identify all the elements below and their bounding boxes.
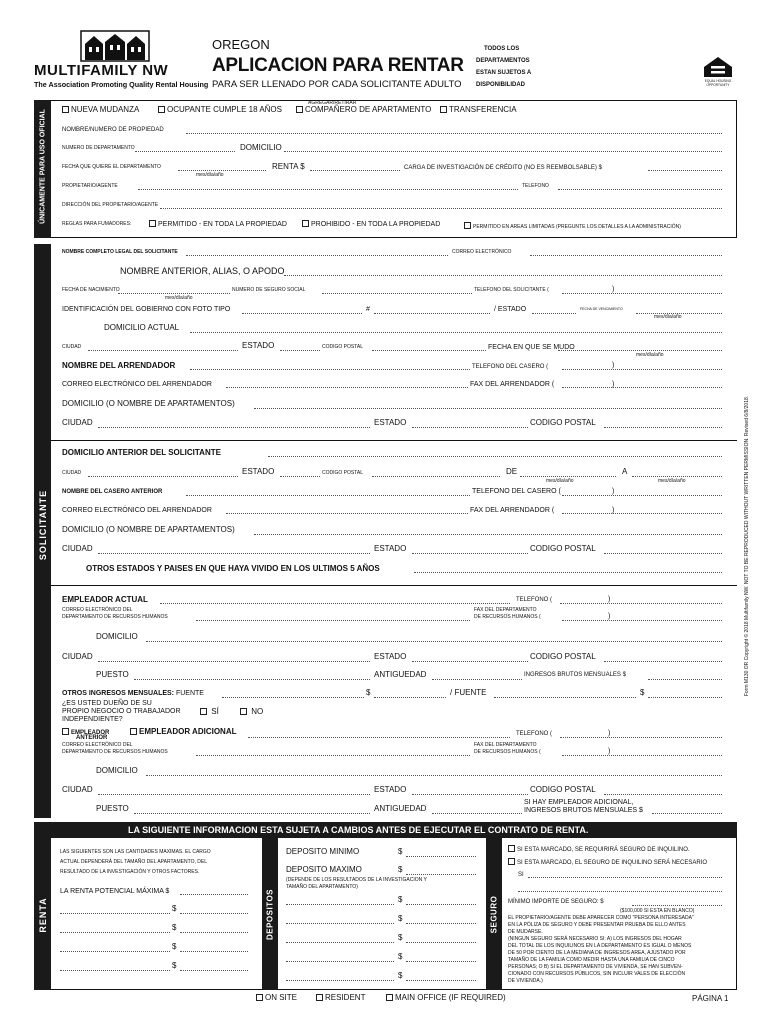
renta-item-field-4[interactable] bbox=[60, 970, 170, 971]
checkbox[interactable] bbox=[316, 994, 323, 1001]
propiedad-field[interactable] bbox=[186, 133, 722, 134]
a-field[interactable] bbox=[632, 476, 722, 477]
otros-dollar2-label: $ bbox=[640, 688, 645, 697]
nacimiento-hint: mes/día/año bbox=[165, 295, 193, 301]
emp-ciudad-field[interactable] bbox=[98, 661, 370, 662]
prohibido-option[interactable] bbox=[302, 220, 440, 228]
fecha-mudo-hint: mes/día/año bbox=[636, 352, 664, 358]
cp2-field[interactable] bbox=[604, 427, 722, 428]
main-office-option[interactable] bbox=[386, 994, 506, 1002]
emp2-puesto-label: PUESTO bbox=[96, 804, 129, 813]
otros-fuente-field[interactable] bbox=[222, 697, 364, 698]
arrendador-field[interactable] bbox=[190, 369, 470, 370]
seguro-body-line: CIONADO CON RECURSOS PÚBLICOS, SIN INCLUIR VALES DE ELECCIÓN bbox=[508, 971, 686, 977]
checkbox[interactable] bbox=[508, 845, 515, 852]
ciudad4-label: CIUDAD bbox=[62, 544, 93, 553]
emp-puesto-field[interactable] bbox=[134, 679, 370, 680]
vencimiento-label: FECHA DE VENCIMIENTO bbox=[580, 307, 623, 311]
emp-anterior-label-2: ANTERIOR bbox=[76, 735, 108, 741]
seguro-requerido-option[interactable] bbox=[508, 845, 690, 853]
renta-item-amount-4[interactable] bbox=[180, 970, 248, 971]
otros-ingresos-row bbox=[62, 690, 204, 697]
renta-maxima-field[interactable] bbox=[180, 894, 248, 895]
cp2-label: CODIGO POSTAL bbox=[530, 418, 596, 427]
fax-rh-label-2: DE RECURSOS HUMANOS ( bbox=[474, 614, 541, 620]
seguro-si-field[interactable] bbox=[528, 877, 722, 878]
dueno-label-2: PROPIO NEGOCIO O TRABAJADOR bbox=[62, 708, 181, 715]
domicilio-actual-field[interactable] bbox=[190, 332, 722, 333]
codigo-postal-label: CODIGO POSTAL bbox=[322, 344, 364, 350]
option-label: TRANSFERENCIA bbox=[449, 105, 517, 114]
cp3-field[interactable] bbox=[372, 476, 500, 477]
id-num-label: # bbox=[366, 306, 370, 313]
seguro-social-field[interactable] bbox=[322, 293, 472, 294]
a-label: A bbox=[622, 467, 628, 476]
seguro-body-line: PERSONAS; O B) SI EL DEPARTAMENTO DE VIVIENDA, SE HAN SUBVEN- bbox=[508, 964, 683, 970]
emp2-telefono-field[interactable] bbox=[560, 737, 722, 738]
emp-telefono-field[interactable] bbox=[560, 603, 722, 604]
tel-casero2-field[interactable] bbox=[562, 495, 722, 496]
emp-ciudad-label: CIUDAD bbox=[62, 652, 93, 661]
nombre-anterior-label: NOMBRE ANTERIOR, ALIAS, O APODO bbox=[120, 266, 285, 276]
fuente2-field[interactable] bbox=[494, 697, 636, 698]
propietario-field[interactable] bbox=[138, 189, 518, 190]
page-number: PÁGINA 1 bbox=[692, 994, 729, 1003]
fecha-mudo-field[interactable] bbox=[558, 350, 722, 351]
vencimiento-hint: mes/día/año bbox=[654, 314, 682, 320]
cp4-label: CODIGO POSTAL bbox=[530, 544, 596, 553]
checkbox[interactable] bbox=[130, 728, 137, 735]
de-hint: mes/día/año bbox=[546, 478, 574, 484]
fax-rh2-label-2: DE RECURSOS HUMANOS ( bbox=[474, 749, 541, 755]
casero-anterior-field[interactable] bbox=[186, 495, 470, 496]
dueno-label-3: INDEPENDIENTE? bbox=[62, 716, 123, 723]
option-label: PROHIBIDO - EN TODA LA PROPIEDAD bbox=[311, 221, 441, 228]
agregar-label: AGREGAR/RETIRAR bbox=[308, 100, 357, 106]
fax-arr-paren: ) bbox=[612, 381, 615, 388]
renta-item-dollar-4: $ bbox=[172, 961, 177, 970]
renta-item-field-3[interactable] bbox=[60, 951, 170, 952]
adicional-ingresos-field[interactable] bbox=[652, 813, 722, 814]
renta-intro-1: LAS SIGUIENTES SON LAS CANTIDADES MAXIMAS. EL CARGO bbox=[60, 849, 211, 855]
otros-dollar-label: $ bbox=[366, 688, 371, 697]
fax-rh-field[interactable] bbox=[562, 620, 722, 621]
dep-note-2: TAMAÑO DEL APARTAMENTO) bbox=[286, 884, 358, 890]
resident-option[interactable] bbox=[316, 994, 365, 1002]
checkbox[interactable] bbox=[256, 994, 263, 1001]
ciudad2-field[interactable] bbox=[98, 427, 370, 428]
domicilio-field[interactable] bbox=[284, 151, 722, 152]
checkbox[interactable] bbox=[508, 858, 515, 865]
propiedad-label: NOMBRE/NUMERO DE PROPIEDAD bbox=[62, 127, 164, 133]
seguro-blanco-note: ($100,000 SI ESTA EN BLANCO) bbox=[620, 908, 695, 914]
propietario-label: PROPIETARIO/AGENTE bbox=[62, 183, 118, 189]
checkbox[interactable] bbox=[62, 106, 69, 113]
dep-item-amount-4[interactable] bbox=[406, 961, 476, 962]
depositos-label: DEPOSITOS bbox=[265, 888, 275, 941]
emp-ingresos-field[interactable] bbox=[648, 679, 722, 680]
seguro-body-line: DE 50 POR CIENTO DE LA MEDIANA DE INGRESOS AREA, AJUSTADO POR bbox=[508, 950, 686, 956]
fax-arr-label: FAX DEL ARRENDADOR ( bbox=[470, 381, 555, 388]
brand-tagline: The Association Promoting Quality Rental Housing bbox=[34, 80, 209, 89]
seguro-minimo-label: MÍNIMO IMPORTE DE SEGURO: $ bbox=[508, 899, 604, 905]
nacimiento-label: FECHA DE NACIMIENTO bbox=[62, 287, 120, 293]
renta-item-field-1[interactable] bbox=[60, 913, 170, 914]
dep-item-dollar-1: $ bbox=[398, 895, 403, 904]
companero-option[interactable] bbox=[296, 106, 431, 114]
tel-casero2-label: TELEFONO DEL CASERO ( bbox=[472, 488, 561, 495]
otros-ingresos-label: OTROS INGRESOS MENSUALES: bbox=[62, 690, 175, 697]
num-depto-label: NUMERO DE DEPARTAMENTO bbox=[62, 145, 135, 151]
renta-item-dollar-1: $ bbox=[172, 904, 177, 913]
direccion-label: DIRECCIÓN DEL PROPIETARIO/AGENTE bbox=[62, 202, 159, 208]
checkbox[interactable] bbox=[149, 220, 156, 227]
logo-buildings-icon bbox=[80, 30, 150, 62]
cp3-label: CODIGO POSTAL bbox=[322, 470, 364, 476]
ciudad3-label: CIUDAD bbox=[62, 470, 82, 476]
dep-item-dollar-2: $ bbox=[398, 914, 403, 923]
fuente2-label: / FUENTE bbox=[450, 688, 487, 697]
carga-label: CARGA DE INVESTIGACIÓN DE CRÉDITO (NO ES REEMBOLSABLE) $ bbox=[404, 165, 602, 171]
nacimiento-field[interactable] bbox=[118, 293, 230, 294]
option-label: SI ESTA MARCADO, EL SEGURO DE INQUILINO SERÁ NECESARIO bbox=[517, 860, 708, 866]
seguro-label: SEGURO bbox=[489, 895, 499, 934]
correo-rh-field[interactable] bbox=[196, 620, 470, 621]
estado-field[interactable] bbox=[280, 350, 320, 351]
dep-item-field-3[interactable] bbox=[286, 942, 394, 943]
fax-rh2-paren: ) bbox=[608, 748, 611, 755]
copyright-notice: Form M130 OR Copyright © 2018 Multifamily NW. NOT TO BE REPRODUCED WITHOUT WRITTEN PERMISSION. Revised 6/8/2018. bbox=[744, 395, 750, 697]
id-estado-field[interactable] bbox=[532, 313, 576, 314]
emp2-cp-field[interactable] bbox=[604, 794, 722, 795]
correo-arr-label: CORREO ELECTRÓNICO DEL ARRENDADOR bbox=[62, 381, 212, 388]
option-label: SÍ bbox=[211, 707, 219, 716]
correo-arr2-label: CORREO ELECTRÓNICO DEL ARRENDADOR bbox=[62, 507, 212, 514]
emp2-antiguedad-label: ANTIGUEDAD bbox=[374, 804, 427, 813]
dep-min-field[interactable] bbox=[406, 856, 476, 857]
num-depto-field[interactable] bbox=[135, 151, 235, 152]
emp-estado-label: ESTADO bbox=[374, 652, 407, 661]
fecha-quiere-field[interactable] bbox=[178, 170, 266, 171]
ciudad4-field[interactable] bbox=[98, 553, 370, 554]
renta-intro-3: RESULTADO DE LA INVESTIGACIÓN Y OTROS FACTORES. bbox=[60, 869, 200, 875]
dep-max-dollar: $ bbox=[398, 865, 403, 874]
seguro-si-field-2[interactable] bbox=[518, 891, 722, 892]
seguro-body-line: (NINGUN SEGURO SERÁ NECESARIO SI: A) LOS INGRESOS DEL HOGAR bbox=[508, 936, 682, 942]
brand-name: MULTIFAMILY NW bbox=[34, 62, 169, 79]
availability-note-4: DISPONIBILIDAD bbox=[476, 82, 526, 88]
tel-solicitante-label: TELEFONO DEL SOLICITANTE ( bbox=[474, 287, 549, 293]
seguro-body-line: DE MUDARSE. bbox=[508, 929, 543, 935]
checkbox[interactable] bbox=[158, 106, 165, 113]
dep-item-amount-3[interactable] bbox=[406, 942, 476, 943]
de-field[interactable] bbox=[520, 476, 616, 477]
correo-arr-field[interactable] bbox=[226, 387, 468, 388]
id-gob-field[interactable] bbox=[242, 313, 362, 314]
availability-note-1: TODOS LOS bbox=[484, 46, 520, 52]
seguro-body-line: DEL TOTAL DE LOS INQUILINOS EN LA DEPARTAMENTO ES IGUAL O MENOS bbox=[508, 943, 692, 949]
estado4-label: ESTADO bbox=[374, 544, 407, 553]
emp-puesto-label: PUESTO bbox=[96, 670, 129, 679]
option-label: EMPLEADOR ADICIONAL bbox=[139, 727, 237, 736]
page-title: APLICACION PARA RENTAR bbox=[212, 55, 464, 76]
nombre-anterior-field[interactable] bbox=[284, 275, 722, 276]
fecha-quiere-label: FECHA QUE QUIERE EL DEPARTAMENTO bbox=[62, 164, 161, 170]
otros-monto2-field[interactable] bbox=[648, 697, 722, 698]
dep-item-dollar-5: $ bbox=[398, 971, 403, 980]
fax-rh2-label-1: FAX DEL DEPARTAMENTO bbox=[474, 742, 537, 748]
id-gob-label: IDENTIFICACIÓN DEL GOBIERNO CON FOTO TIPO bbox=[62, 306, 231, 313]
emp2-puesto-field[interactable] bbox=[134, 813, 370, 814]
seguro-body-line: TAMAÑO DE LA FAMILIA COMO MEDIR HASTA UNA FAMILIA DE CINCO bbox=[508, 957, 675, 963]
dom-anterior-label: DOMICILIO ANTERIOR DEL SOLICITANTE bbox=[62, 448, 221, 457]
solicitante-label: SOLICITANTE bbox=[38, 489, 48, 561]
otros-estados-field[interactable] bbox=[414, 572, 722, 573]
renta-item-amount-3[interactable] bbox=[180, 951, 248, 952]
renta-item-dollar-3: $ bbox=[172, 942, 177, 951]
correo-rh-label-1: CORREO ELECTRÓNICO DEL bbox=[62, 607, 133, 613]
fax-arr2-field[interactable] bbox=[562, 513, 722, 514]
estado2-label: ESTADO bbox=[374, 418, 407, 427]
nombre-legal-label: NOMBRE COMPLETO LEGAL DEL SOLICITANTE bbox=[62, 249, 178, 255]
fax-rh-paren: ) bbox=[608, 613, 611, 620]
adicional-ingresos-label-2: INGRESOS BRUTOS MENSUALES $ bbox=[524, 807, 643, 814]
official-use-label: ÚNICAMENTE PARA USO OFICIAL bbox=[39, 109, 47, 224]
emp-cp-field[interactable] bbox=[604, 661, 722, 662]
availability-note-3: ESTAN SUJETOS A bbox=[476, 70, 532, 76]
emp2-ciudad-label: CIUDAD bbox=[62, 785, 93, 794]
dueno-si-option[interactable] bbox=[200, 708, 219, 716]
dep-item-field-1[interactable] bbox=[286, 904, 394, 905]
option-label: ON SITE bbox=[265, 993, 298, 1002]
arrendador-label: NOMBRE DEL ARRENDADOR bbox=[62, 361, 176, 370]
option-label: COMPAÑERO DE APARTAMENTO bbox=[305, 105, 432, 114]
permitido-option[interactable] bbox=[149, 220, 287, 228]
correo-rh2-field[interactable] bbox=[196, 755, 470, 756]
emp-domicilio-label: DOMICILIO bbox=[96, 632, 138, 641]
dep-item-field-5[interactable] bbox=[286, 980, 394, 981]
renta-item-field-2[interactable] bbox=[60, 932, 170, 933]
correo-arr2-field[interactable] bbox=[226, 513, 468, 514]
option-label: PERMITIDO EN AREAS LIMITADAS (PREGUNTE LOS DETALLES A LA ADMINISTRACIÓN) bbox=[473, 224, 681, 230]
dep-item-field-4[interactable] bbox=[286, 961, 394, 962]
renta-label: RENTA bbox=[38, 897, 48, 933]
nueva-mudanza-option[interactable] bbox=[62, 106, 139, 114]
renta-intro-2: ACTUAL DEPENDERÁ DEL TAMAÑO DEL APARTAMENTO, DEL bbox=[60, 859, 207, 865]
renta-item-amount-1[interactable] bbox=[180, 913, 248, 914]
option-label: NO bbox=[251, 707, 264, 716]
dep-max-field[interactable] bbox=[406, 874, 476, 875]
cp4-field[interactable] bbox=[604, 553, 722, 554]
emp2-cp-label: CODIGO POSTAL bbox=[530, 785, 596, 794]
onsite-option[interactable] bbox=[256, 994, 297, 1002]
dep-item-amount-2[interactable] bbox=[406, 923, 476, 924]
seguro-body-line: DE VIVIENDA.) bbox=[508, 978, 543, 984]
tel-close-paren: ) bbox=[612, 286, 615, 293]
emp2-estado-field[interactable] bbox=[412, 794, 528, 795]
domicilio-label: DOMICILIO bbox=[240, 143, 282, 152]
id-estado-label: / ESTADO bbox=[494, 306, 527, 313]
a-hint: mes/día/año bbox=[658, 478, 686, 484]
emp2-antiguedad-field[interactable] bbox=[432, 813, 522, 814]
dep-item-amount-5[interactable] bbox=[406, 980, 476, 981]
correo-rh-label-2: DEPARTAMENTO DE RECURSOS HUMANOS bbox=[62, 614, 168, 620]
fax-rh2-field[interactable] bbox=[562, 755, 722, 756]
dep-note-1: (DEPENDE DE LOS RESULTADOS DE LA INVESTIGACION Y bbox=[286, 877, 427, 883]
emp2-telefono-paren: ) bbox=[608, 730, 611, 737]
checkbox[interactable] bbox=[302, 220, 309, 227]
ciudad2-label: CIUDAD bbox=[62, 418, 93, 427]
renta-item-dollar-2: $ bbox=[172, 923, 177, 932]
tel-casero2-paren: ) bbox=[612, 488, 615, 495]
fecha-quiere-hint: mes/día/año bbox=[196, 172, 224, 178]
emp2-ciudad-field[interactable] bbox=[98, 794, 370, 795]
state-label: OREGON bbox=[212, 37, 270, 52]
emp-cp-label: CODIGO POSTAL bbox=[530, 652, 596, 661]
availability-note-2: DEPARTAMENTOS bbox=[476, 58, 530, 64]
option-label: RESIDENT bbox=[325, 993, 366, 1002]
reglas-label: REGLAS PARA FUMADORES: bbox=[62, 221, 132, 227]
ciudad-label: CIUDAD bbox=[62, 344, 82, 350]
fax-rh-label-1: FAX DEL DEPARTAMENTO bbox=[474, 607, 537, 613]
casero-anterior-label: NOMBRE DEL CASERO ANTERIOR bbox=[62, 489, 163, 495]
logo bbox=[80, 30, 150, 62]
correo-field[interactable] bbox=[530, 255, 722, 256]
dep-max-label: DEPOSITO MAXIMO bbox=[286, 865, 362, 874]
tel-casero-field[interactable] bbox=[562, 369, 722, 370]
otros-estados-label: OTROS ESTADOS Y PAISES EN QUE HAYA VIVIDO EN LOS ULTIMOS 5 AÑOS bbox=[86, 564, 380, 573]
correo-rh2-label-1: CORREO ELECTRÓNICO DEL bbox=[62, 742, 133, 748]
domicilio-actual-label: DOMICILIO ACTUAL bbox=[104, 323, 180, 332]
emp2-domicilio-field[interactable] bbox=[146, 775, 722, 776]
limitadas-option[interactable] bbox=[464, 222, 681, 230]
tel-solicitante-field[interactable] bbox=[562, 293, 722, 294]
codigo-postal-field[interactable] bbox=[372, 350, 486, 351]
checkbox[interactable] bbox=[386, 994, 393, 1001]
dep-min-label: DEPOSITO MINIMO bbox=[286, 847, 360, 856]
renta-banner-text: LA SIGUIENTE INFORMACION ESTA SUJETA A CAMBIOS ANTES DE EJECUTAR EL CONTRATO DE RENTA. bbox=[128, 825, 589, 835]
emp-antiguedad-label: ANTIGUEDAD bbox=[374, 670, 427, 679]
equal-housing-icon bbox=[700, 55, 736, 91]
page-subtitle: PARA SER LLENADO POR CADA SOLICITANTE ADULTO bbox=[212, 79, 462, 90]
equal-housing-label: EQUAL HOUSING OPPORTUNITY bbox=[704, 79, 732, 87]
correo-label: CORREO ELECTRÓNICO bbox=[452, 249, 512, 255]
ciudad-field[interactable] bbox=[88, 350, 238, 351]
renta-label: RENTA $ bbox=[272, 162, 305, 171]
empleador-actual-label: EMPLEADOR ACTUAL bbox=[62, 595, 148, 604]
seguro-si-label: SI bbox=[518, 872, 524, 878]
estado3-label: ESTADO bbox=[242, 467, 275, 476]
seguro-body-line: EL PROPIETARIO/AGENTE DEBE APARECER COMO "PERSONA INTERESADA" bbox=[508, 915, 694, 921]
emp-ingresos-label: INGRESOS BRUTOS MENSUALES $ bbox=[524, 672, 626, 678]
seguro-necesario-option[interactable] bbox=[508, 858, 707, 866]
checkbox[interactable] bbox=[62, 728, 69, 735]
emp-antiguedad-field[interactable] bbox=[432, 679, 522, 680]
divider bbox=[51, 585, 737, 586]
option-label: MAIN OFFICE (IF REQUIRED) bbox=[395, 993, 506, 1002]
emp2-domicilio-label: DOMICILIO bbox=[96, 766, 138, 775]
option-label: EMPLEADOR bbox=[71, 730, 110, 736]
dueno-label-1: ¿ES USTED DUEÑO DE SU bbox=[62, 700, 152, 707]
fax-arr2-label: FAX DEL ARRENDADOR ( bbox=[470, 507, 555, 514]
option-label: NUEVA MUDANZA bbox=[71, 105, 140, 114]
direccion-field[interactable] bbox=[160, 208, 722, 209]
seguro-body-line: EN LA PÓLIZA DE SEGURO Y DEBE PRESENTAR PRUEBA DE ELLO ANTES bbox=[508, 922, 686, 928]
emp2-estado-label: ESTADO bbox=[374, 785, 407, 794]
domicilio-apts-label: DOMICILIO (O NOMBRE DE APARTAMENTOS) bbox=[62, 399, 235, 408]
checkbox[interactable] bbox=[296, 106, 303, 113]
option-label: SI ESTA MARCADO, SE REQUIRIRÁ SEGURO DE INQUILINO. bbox=[517, 847, 690, 853]
emp-estado-field[interactable] bbox=[412, 661, 528, 662]
correo-rh2-label-2: DEPARTAMENTO DE RECURSOS HUMANOS bbox=[62, 749, 168, 755]
option-label: OCUPANTE CUMPLE 18 AÑOS bbox=[167, 105, 282, 114]
fecha-mudo-label: FECHA EN QUE SE MUDO bbox=[488, 344, 575, 351]
renta-field[interactable] bbox=[310, 170, 400, 171]
id-num-field[interactable] bbox=[374, 313, 490, 314]
checkbox[interactable] bbox=[200, 708, 207, 715]
tel-casero-paren: ) bbox=[612, 362, 615, 369]
emp-telefono-paren: ) bbox=[608, 596, 611, 603]
checkbox[interactable] bbox=[440, 106, 447, 113]
checkbox[interactable] bbox=[464, 222, 471, 229]
ocupante-option[interactable] bbox=[158, 106, 282, 114]
renta-maxima-label: LA RENTA POTENCIAL MÁXIMA $ bbox=[60, 888, 170, 895]
dom-anterior-field[interactable] bbox=[268, 456, 722, 457]
empleador-actual-field[interactable] bbox=[160, 603, 510, 604]
dep-item-field-2[interactable] bbox=[286, 923, 394, 924]
nombre-legal-field[interactable] bbox=[186, 255, 448, 256]
telefono-label: TELEFONO bbox=[522, 183, 549, 189]
de-label: DE bbox=[506, 467, 518, 476]
tel-casero-label: TELEFONO DEL CASERO ( bbox=[472, 364, 549, 370]
ciudad3-field[interactable] bbox=[88, 476, 238, 477]
domicilio-apts-field[interactable] bbox=[254, 408, 722, 409]
emp-telefono-label: TELEFONO ( bbox=[516, 597, 553, 603]
divider bbox=[51, 440, 737, 441]
estado4-field[interactable] bbox=[412, 553, 528, 554]
emp-domicilio-field[interactable] bbox=[146, 641, 722, 642]
otros-monto-field[interactable] bbox=[374, 697, 446, 698]
checkbox[interactable] bbox=[240, 708, 247, 715]
domicilio-apts2-field[interactable] bbox=[254, 534, 722, 535]
emp-anterior-field[interactable] bbox=[248, 737, 510, 738]
fax-arr-field[interactable] bbox=[562, 387, 722, 388]
domicilio-apts2-label: DOMICILIO (O NOMBRE DE APARTAMENTOS) bbox=[62, 525, 235, 534]
transferencia-option[interactable] bbox=[440, 106, 517, 114]
adicional-ingresos-label-1: SI HAY EMPLEADOR ADICIONAL, bbox=[524, 799, 634, 806]
telefono-field[interactable] bbox=[558, 189, 722, 190]
renta-item-amount-2[interactable] bbox=[180, 932, 248, 933]
dep-item-dollar-3: $ bbox=[398, 933, 403, 942]
dueno-no-option[interactable] bbox=[240, 708, 263, 716]
option-label: PERMITIDO - EN TODA LA PROPIEDAD bbox=[158, 221, 287, 228]
emp2-telefono-label: TELEFONO ( bbox=[516, 731, 553, 737]
dep-min-dollar: $ bbox=[398, 847, 403, 856]
fax-arr2-paren: ) bbox=[612, 507, 615, 514]
estado-label: ESTADO bbox=[242, 341, 275, 350]
dep-item-amount-1[interactable] bbox=[406, 904, 476, 905]
emp-adicional-option[interactable] bbox=[130, 728, 236, 736]
fuente-label: FUENTE bbox=[175, 690, 204, 697]
dep-item-dollar-4: $ bbox=[398, 952, 403, 961]
estado2-field[interactable] bbox=[412, 427, 528, 428]
estado3-field[interactable] bbox=[280, 476, 320, 477]
seguro-minimo-field[interactable] bbox=[632, 905, 722, 906]
carga-field[interactable] bbox=[648, 170, 722, 171]
seguro-social-label: NUMERO DE SEGURO SOCIAL bbox=[232, 287, 306, 293]
